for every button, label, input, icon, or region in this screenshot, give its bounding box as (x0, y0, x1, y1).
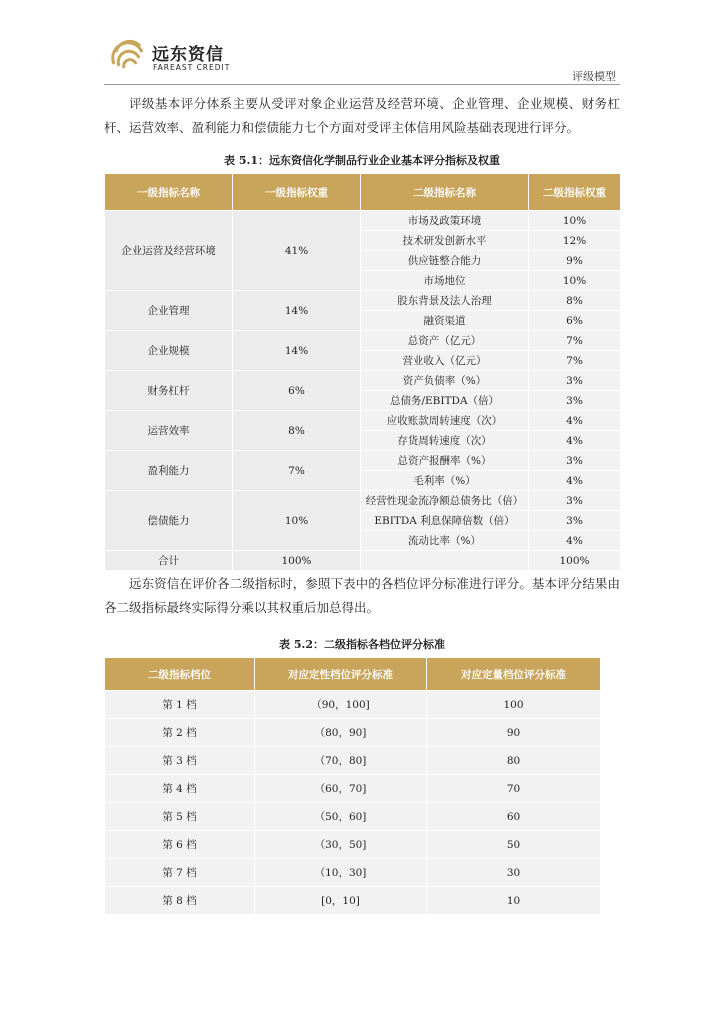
tier-cell: 第 5 档 (105, 803, 255, 831)
header-divider (104, 84, 620, 85)
qualitative-range-cell: （30，50] (255, 831, 427, 859)
table2-caption: 表 5.2：二级指标各档位评分标准 (279, 638, 445, 651)
header-cell: 一级指标权重 (233, 174, 361, 211)
tier-cell: 第 7 档 (105, 859, 255, 887)
quantitative-score-cell: 50 (427, 831, 601, 859)
qualitative-range-cell: [0，10] (255, 887, 427, 915)
level2-weight: 9% (529, 251, 621, 271)
table-row (105, 747, 601, 775)
logo-chinese-name: 远东资信 (152, 45, 224, 65)
fareast-logo-icon (110, 38, 146, 74)
table-row (105, 719, 601, 747)
level2-weight: 4% (529, 531, 621, 551)
level2-weight: 3% (529, 371, 621, 391)
total-weight-level2: 100% (529, 551, 621, 571)
qualitative-range-cell: （10，30] (255, 859, 427, 887)
tier-cell: 第 1 档 (105, 691, 255, 719)
level2-weight: 3% (529, 511, 621, 531)
level2-weight: 6% (529, 311, 621, 331)
quantitative-score-cell: 100 (427, 691, 601, 719)
level2-name: 经营性现金流净额总债务比（倍） (361, 491, 529, 511)
header-cell: 二级指标权重 (529, 174, 621, 211)
quantitative-score-cell: 30 (427, 859, 601, 887)
level2-name: 市场地位 (361, 271, 529, 291)
table-row (105, 691, 601, 719)
header-cell: 二级指标档位 (105, 658, 255, 691)
level2-weight: 10% (529, 211, 621, 231)
level2-weight: 4% (529, 431, 621, 451)
level2-name: 总债务/EBITDA（倍） (361, 391, 529, 411)
level1-weight: 14% (233, 291, 361, 331)
table-row (105, 291, 621, 311)
table1-caption: 表 5.1：远东资信化学制品行业企业基本评分指标及权重 (224, 154, 500, 167)
level2-name: 融资渠道 (361, 311, 529, 331)
table2-header-row (105, 658, 601, 691)
total-row (105, 551, 621, 571)
level2-weight: 10% (529, 271, 621, 291)
level2-name: 股东背景及法人治理 (361, 291, 529, 311)
level1-name: 偿债能力 (105, 491, 233, 551)
header-cell: 二级指标名称 (361, 174, 529, 211)
scoring-standard-table (104, 657, 601, 915)
level2-weight: 3% (529, 451, 621, 471)
tier-cell: 第 6 档 (105, 831, 255, 859)
tier-cell: 第 2 档 (105, 719, 255, 747)
level1-weight: 41% (233, 211, 361, 291)
tier-cell: 第 4 档 (105, 775, 255, 803)
table-row (105, 211, 621, 231)
table-row (105, 803, 601, 831)
table-row (105, 859, 601, 887)
level1-weight: 8% (233, 411, 361, 451)
tier-cell: 第 3 档 (105, 747, 255, 775)
qualitative-range-cell: （50，60] (255, 803, 427, 831)
scoring-paragraph: 远东资信在评价各二级指标时，参照下表中的各档位评分标准进行评分。基本评分结果由各二级指标最终实际得分乘以其权重后加总得出。 (104, 576, 620, 615)
level2-name: 总资产报酬率（%） (361, 451, 529, 471)
logo-english-name: FAREAST CREDIT (153, 63, 231, 72)
company-logo (110, 38, 250, 78)
table-row (105, 451, 621, 471)
quantitative-score-cell: 10 (427, 887, 601, 915)
qualitative-range-cell: （80，90] (255, 719, 427, 747)
level1-name: 企业管理 (105, 291, 233, 331)
level2-name: 技术研发创新水平 (361, 231, 529, 251)
total-label: 合计 (105, 551, 233, 571)
level1-name: 企业规模 (105, 331, 233, 371)
table-row (105, 491, 621, 511)
qualitative-range-cell: （90，100] (255, 691, 427, 719)
header-cell: 一级指标名称 (105, 174, 233, 211)
table-row (105, 887, 601, 915)
level2-weight: 12% (529, 231, 621, 251)
level2-weight: 3% (529, 491, 621, 511)
level2-name: 总资产（亿元） (361, 331, 529, 351)
level2-name: 供应链整合能力 (361, 251, 529, 271)
total-weight-level1: 100% (233, 551, 361, 571)
table-row (105, 775, 601, 803)
quantitative-score-cell: 70 (427, 775, 601, 803)
qualitative-range-cell: （70，80] (255, 747, 427, 775)
indicator-weight-table (104, 173, 621, 571)
level2-weight: 3% (529, 391, 621, 411)
level2-name: 存货周转速度（次） (361, 431, 529, 451)
level2-weight: 8% (529, 291, 621, 311)
level1-weight: 14% (233, 331, 361, 371)
table-row (105, 411, 621, 431)
tier-cell: 第 8 档 (105, 887, 255, 915)
level2-name: 应收账款周转速度（次） (361, 411, 529, 431)
level2-weight: 4% (529, 411, 621, 431)
level2-name: 市场及政策环境 (361, 211, 529, 231)
level1-weight: 7% (233, 451, 361, 491)
level1-name: 盈利能力 (105, 451, 233, 491)
level2-name: EBITDA 利息保障倍数（倍） (361, 511, 529, 531)
level2-name: 营业收入（亿元） (361, 351, 529, 371)
header-cell: 对应定量档位评分标准 (427, 658, 601, 691)
intro-paragraph: 评级基本评分体系主要从受评对象企业运营及经营环境、企业管理、企业规模、财务杠杆、运营效率、盈利能力和偿债能力七个方面对受评主体信用风险基础表现进行评分。 (104, 96, 620, 135)
qualitative-range-cell: （60，70] (255, 775, 427, 803)
table-row (105, 371, 621, 391)
level2-weight: 7% (529, 331, 621, 351)
level1-name: 运营效率 (105, 411, 233, 451)
level2-weight: 7% (529, 351, 621, 371)
quantitative-score-cell: 90 (427, 719, 601, 747)
table-row (105, 331, 621, 351)
table1-header-row (105, 174, 621, 211)
level1-name: 财务杠杆 (105, 371, 233, 411)
level2-name: 毛利率（%） (361, 471, 529, 491)
total-empty-cell (361, 551, 529, 571)
level1-weight: 6% (233, 371, 361, 411)
level1-weight: 10% (233, 491, 361, 551)
section-label: 评级模型 (572, 70, 616, 83)
header-cell: 对应定性档位评分标准 (255, 658, 427, 691)
quantitative-score-cell: 80 (427, 747, 601, 775)
table-row (105, 831, 601, 859)
level1-name: 企业运营及经营环境 (105, 211, 233, 291)
level2-name: 资产负债率（%） (361, 371, 529, 391)
quantitative-score-cell: 60 (427, 803, 601, 831)
level2-weight: 4% (529, 471, 621, 491)
level2-name: 流动比率（%） (361, 531, 529, 551)
